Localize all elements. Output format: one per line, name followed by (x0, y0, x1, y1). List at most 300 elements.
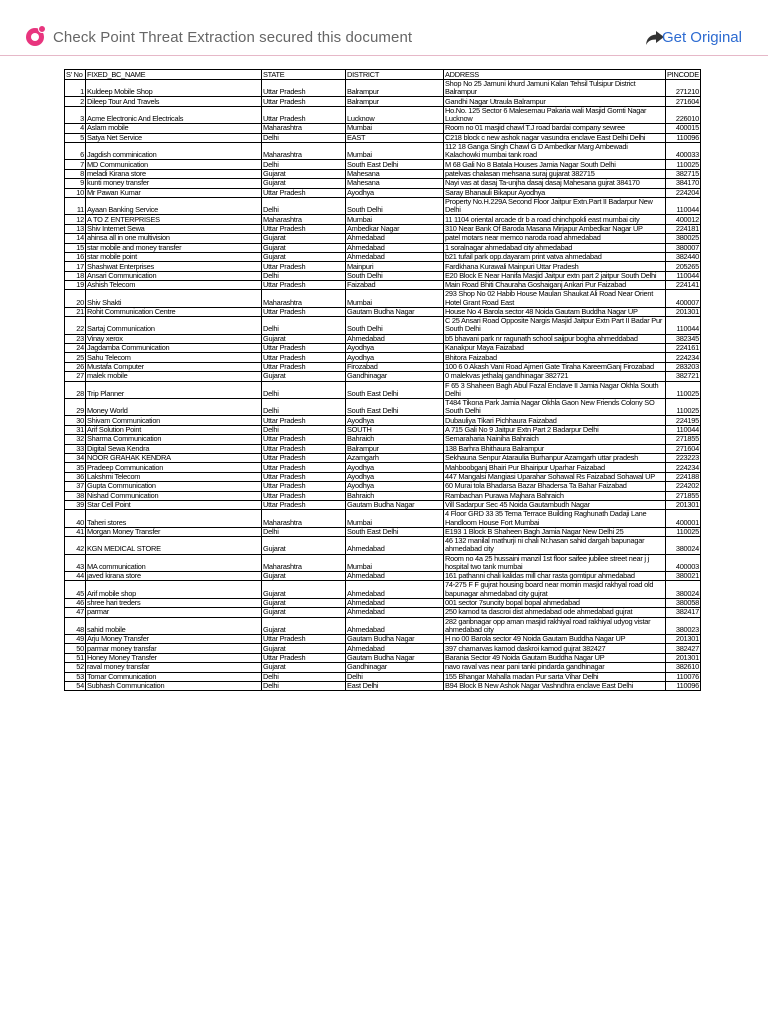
cell-name: Honey Money Transfer (86, 653, 262, 662)
cell-pincode: 380025 (666, 234, 701, 243)
cell-pincode: 400015 (666, 124, 701, 133)
cell-district: Bahraich (346, 435, 444, 444)
cell-district: Ayodhya (346, 344, 444, 353)
cell-address: patelvas chalasan mehsana suraj gujarat 382715 (444, 169, 666, 178)
cell-state: Gujarat (262, 179, 346, 188)
table-row (65, 435, 701, 444)
cell-address: C218 block c new ashok nagar vasundra enclave East Delhi Delhi (444, 133, 666, 142)
cell-address: Kanakpur Maya Faizabad (444, 344, 666, 353)
cell-name: MD Communication (86, 160, 262, 169)
cell-state: Maharashtra (262, 554, 346, 571)
cell-name: ahinsa all in one multivision (86, 234, 262, 243)
cell-pincode: 201301 (666, 500, 701, 509)
cell-state: Uttar Pradesh (262, 435, 346, 444)
table-row (65, 353, 701, 362)
cell-address: 1 soralnagar ahmedabad city ahmedabad (444, 243, 666, 252)
cell-pincode: 224234 (666, 353, 701, 362)
cell-district: Ahmedabad (346, 571, 444, 580)
cell-sno: 20 (65, 290, 86, 307)
cell-name: Mr Pawan Kumar (86, 188, 262, 197)
cell-district: Ambedkar Nagar (346, 224, 444, 233)
table-row (65, 491, 701, 500)
table-row (65, 224, 701, 233)
cell-address: 282 garibnagar opp aman masjid rakhiyal road rakhiyal udyog vistar ahmedabad city (444, 617, 666, 634)
cell-name: parmar (86, 608, 262, 617)
cell-pincode: 110044 (666, 317, 701, 334)
cell-address: 4 Floor GRD 33 35 Tema Terrace Building Raghunath Dadaji Lane Handloom House Fort Mumbai (444, 510, 666, 527)
table-body (65, 80, 701, 691)
cell-name: NOOR GRAHAK KENDRA (86, 454, 262, 463)
cell-address: Bhitora Faizabad (444, 353, 666, 362)
table-row (65, 500, 701, 509)
cell-district: Mahesana (346, 179, 444, 188)
cell-district: Ayodhya (346, 463, 444, 472)
cell-state: Uttar Pradesh (262, 463, 346, 472)
table-row (65, 644, 701, 653)
cell-name: Tomar Communication (86, 672, 262, 681)
cell-name: Kuldeep Mobile Shop (86, 80, 262, 97)
cell-sno: 25 (65, 353, 86, 362)
cell-sno: 49 (65, 634, 86, 643)
cell-sno: 13 (65, 224, 86, 233)
cell-address: 310 Near Bank Of Baroda Masana Mirjapur Ambedkar Nagar UP (444, 224, 666, 233)
get-original-link[interactable]: Get Original (661, 29, 742, 46)
cell-sno: 1 (65, 80, 86, 97)
cell-district: Firozabad (346, 362, 444, 371)
cell-pincode: 382427 (666, 644, 701, 653)
threat-extraction-banner (0, 0, 768, 56)
cell-district: Ahmedabad (346, 581, 444, 598)
table-row (65, 510, 701, 527)
cell-pincode: 380024 (666, 581, 701, 598)
cell-district: Gandhinagar (346, 372, 444, 381)
cell-state: Uttar Pradesh (262, 224, 346, 233)
cell-name: Shivam Communication (86, 416, 262, 425)
cell-district: Ahmedabad (346, 644, 444, 653)
cell-name: Mustafa Computer (86, 362, 262, 371)
cell-district: Mumbai (346, 142, 444, 159)
cell-pincode: 380058 (666, 598, 701, 607)
cell-name: Arif Solution Point (86, 425, 262, 434)
cell-sno: 44 (65, 571, 86, 580)
table-row (65, 598, 701, 607)
cell-district: Balrampur (346, 97, 444, 106)
cell-district: Ahmedabad (346, 252, 444, 261)
cell-sno: 19 (65, 281, 86, 290)
cell-district: Mainpuri (346, 262, 444, 271)
table-row (65, 160, 701, 169)
cell-state: Uttar Pradesh (262, 106, 346, 123)
table-header-row (65, 70, 701, 80)
cell-state: Delhi (262, 381, 346, 398)
cell-sno: 10 (65, 188, 86, 197)
cell-sno: 51 (65, 653, 86, 662)
cell-sno: 5 (65, 133, 86, 142)
cell-address: H no 00 Barola sector 49 Noida Gautam Buddha Nagar UP (444, 634, 666, 643)
cell-pincode: 224195 (666, 416, 701, 425)
cell-pincode: 110025 (666, 527, 701, 536)
cell-state: Maharashtra (262, 142, 346, 159)
cell-district: Gautam Budha Nagar (346, 653, 444, 662)
cell-state: Uttar Pradesh (262, 500, 346, 509)
cell-address: B94 Block B New Ashok Nagar Vashndhra enclave East Delhi (444, 681, 666, 690)
cell-pincode: 110025 (666, 399, 701, 416)
cell-address: b5 bhavani park nr ragunath school saijpur bogha ahmeddabad (444, 334, 666, 343)
cell-state: Uttar Pradesh (262, 362, 346, 371)
table-row (65, 179, 701, 188)
cell-state: Delhi (262, 399, 346, 416)
cell-sno: 50 (65, 644, 86, 653)
table-row (65, 399, 701, 416)
cell-state: Gujarat (262, 252, 346, 261)
cell-district: Balrampur (346, 80, 444, 97)
cell-pincode: 283203 (666, 362, 701, 371)
cell-name: Dileep Tour And Travels (86, 97, 262, 106)
table-row (65, 271, 701, 280)
cell-name: Money World (86, 399, 262, 416)
cell-name: shree hari treders (86, 598, 262, 607)
cell-sno: 31 (65, 425, 86, 434)
cell-pincode: 382721 (666, 372, 701, 381)
cell-pincode: 400001 (666, 510, 701, 527)
cell-state: Uttar Pradesh (262, 281, 346, 290)
table-row (65, 243, 701, 252)
table-row (65, 372, 701, 381)
cell-state: Gujarat (262, 617, 346, 634)
cell-address: C 25 Ansari Road Opposite Nargis Masjid Jaitpur Extn Part II Badar Pur South Delhi (444, 317, 666, 334)
cell-name: Sharma Communication (86, 435, 262, 444)
cell-name: Sartaj Communication (86, 317, 262, 334)
cell-state: Gujarat (262, 334, 346, 343)
cell-state: Uttar Pradesh (262, 416, 346, 425)
cell-district: Gandhinagar (346, 663, 444, 672)
cell-state: Gujarat (262, 243, 346, 252)
table-row (65, 307, 701, 316)
cell-address: F 65 3 Shaheen Bagh Abul Fazal Enclave II Jamia Nagar Okhla South Delhi (444, 381, 666, 398)
cell-district: East Delhi (346, 681, 444, 690)
spreadsheet (64, 69, 700, 691)
cell-pincode: 382345 (666, 334, 701, 343)
cell-district: Ahmedabad (346, 334, 444, 343)
cell-state: Uttar Pradesh (262, 634, 346, 643)
cell-pincode: 224234 (666, 463, 701, 472)
cell-district: South Delhi (346, 317, 444, 334)
cell-state: Uttar Pradesh (262, 482, 346, 491)
cell-state: Delhi (262, 425, 346, 434)
cell-pincode: 224161 (666, 344, 701, 353)
cell-sno: 3 (65, 106, 86, 123)
cell-address: M 68 Gali No 8 Batala Houses Jamia Nagar South Delhi (444, 160, 666, 169)
cell-address: E193 1 Block B Shaheen Bagh Jamia Nagar New Delhi 25 (444, 527, 666, 536)
cell-state: Gujarat (262, 537, 346, 554)
cell-state: Delhi (262, 672, 346, 681)
cell-address: Mahboobganj Bhairi Pur Bhairipur Uparhar Faizabad (444, 463, 666, 472)
table-row (65, 537, 701, 554)
cell-address: 250 kamod ta dascroi dist ahmedabad ode ahmedabad gujrat (444, 608, 666, 617)
cell-district: Mumbai (346, 215, 444, 224)
table-row (65, 252, 701, 261)
cell-name: Shiv Internet Sewa (86, 224, 262, 233)
cell-district: South Delhi (346, 271, 444, 280)
cell-name: Digital Sewa Kendra (86, 444, 262, 453)
table-row (65, 281, 701, 290)
cell-sno: 40 (65, 510, 86, 527)
cell-name: Shiv Shakti (86, 290, 262, 307)
cell-name: Pradeep Communication (86, 463, 262, 472)
cell-state: Uttar Pradesh (262, 344, 346, 353)
cell-address: Property No.H.229A Second Floor Jaitpur Extn.Part II Badarpur New Delhi (444, 197, 666, 214)
cell-pincode: 110044 (666, 197, 701, 214)
cell-sno: 37 (65, 482, 86, 491)
cell-state: Uttar Pradesh (262, 653, 346, 662)
cell-name: Trip Planner (86, 381, 262, 398)
cell-address: Gandhi Nagar Utraula Balrampur (444, 97, 666, 106)
cell-sno: 18 (65, 271, 86, 280)
cell-address: Room no 4a 25 hussaini manzil 1st floor saifee jubilee street near j j hospital two tank mumbai (444, 554, 666, 571)
table-row (65, 215, 701, 224)
cell-address: Barania Sector 49 Noida Gautam Buddha Nagar UP (444, 653, 666, 662)
cell-state: Uttar Pradesh (262, 491, 346, 500)
cell-name: Rohit Communication Centre (86, 307, 262, 316)
cell-pincode: 224188 (666, 472, 701, 481)
cell-name: meladi Kirana store (86, 169, 262, 178)
cell-name: Vinay xerox (86, 334, 262, 343)
cell-district: South East Delhi (346, 160, 444, 169)
table-row (65, 334, 701, 343)
cell-district: Ayodhya (346, 188, 444, 197)
banner-text: Check Point Threat Extraction secured this document (53, 29, 413, 46)
cell-pincode: 201301 (666, 653, 701, 662)
cell-pincode: 226010 (666, 106, 701, 123)
cell-name: Jagdish comminication (86, 142, 262, 159)
table-row (65, 608, 701, 617)
table-row (65, 317, 701, 334)
cell-sno: 15 (65, 243, 86, 252)
cell-address: Semaraharia Nainiha Bahraich (444, 435, 666, 444)
bc-table (64, 69, 701, 691)
cell-sno: 36 (65, 472, 86, 481)
table-row (65, 425, 701, 434)
cell-address: Ho.No. 125 Sector 6 Malesemau Pakaria wali Masjid Gomti Nagar Lucknow (444, 106, 666, 123)
cell-district: Mumbai (346, 290, 444, 307)
cell-sno: 33 (65, 444, 86, 453)
cell-district: Bahraich (346, 491, 444, 500)
cell-district: Mumbai (346, 124, 444, 133)
cell-state: Gujarat (262, 663, 346, 672)
table-row (65, 663, 701, 672)
cell-district: Mahesana (346, 169, 444, 178)
table-row (65, 653, 701, 662)
cell-district: Gautam Budha Nagar (346, 307, 444, 316)
cell-name: Arju Money Transfer (86, 634, 262, 643)
cell-name: Taheri stores (86, 510, 262, 527)
cell-pincode: 110076 (666, 672, 701, 681)
cell-pincode: 380024 (666, 537, 701, 554)
cell-state: Gujarat (262, 234, 346, 243)
cell-address: 397 chamarvas kamod daskroi kamod gujrat 382427 (444, 644, 666, 653)
cell-pincode: 224181 (666, 224, 701, 233)
cell-state: Gujarat (262, 608, 346, 617)
cell-address: Saray Bhanauli Bikapur Ayodhya (444, 188, 666, 197)
cell-district: Ahmedabad (346, 598, 444, 607)
cell-sno: 39 (65, 500, 86, 509)
cell-sno: 35 (65, 463, 86, 472)
table-row (65, 197, 701, 214)
cell-address: Main Road Bhiti Chauraha Goshaiganj Ankari Pur Faizabad (444, 281, 666, 290)
cell-district: EAST (346, 133, 444, 142)
cell-address: 155 Bhangar Mahalla madan Pur sarta Vihar Delhi (444, 672, 666, 681)
cell-pincode: 400033 (666, 142, 701, 159)
table-row (65, 142, 701, 159)
cell-state: Gujarat (262, 571, 346, 580)
header-name: FIXED_BC_NAME (86, 70, 262, 80)
cell-state: Uttar Pradesh (262, 307, 346, 316)
cell-state: Uttar Pradesh (262, 472, 346, 481)
cell-state: Delhi (262, 681, 346, 690)
cell-sno: 47 (65, 608, 86, 617)
cell-sno: 38 (65, 491, 86, 500)
cell-state: Delhi (262, 271, 346, 280)
cell-name: Acme Electronic And Electricals (86, 106, 262, 123)
cell-sno: 16 (65, 252, 86, 261)
cell-address: 138 Barhra Bhithaura Balrampur (444, 444, 666, 453)
cell-pincode: 380021 (666, 571, 701, 580)
cell-sno: 12 (65, 215, 86, 224)
cell-address: 46 132 manilal mathurji ni chali Nr.hasan sahid dargah bapunagar ahmedabad city (444, 537, 666, 554)
table-row (65, 290, 701, 307)
cell-address: 001 sector 7suncity bopal bopal ahmedabad (444, 598, 666, 607)
cell-sno: 30 (65, 416, 86, 425)
table-row (65, 681, 701, 690)
cell-name: Nishad Communication (86, 491, 262, 500)
cell-address: T484 Tikona Park Jamia Nagar Okhla Gaon New Friends Colony SO South Delhi (444, 399, 666, 416)
cell-address: 447 Mangalsi Mangiasi Uparahar Sohawal Rs Faizabad Sohawal UP (444, 472, 666, 481)
cell-state: Uttar Pradesh (262, 262, 346, 271)
checkpoint-logo-icon (26, 28, 44, 46)
cell-state: Maharashtra (262, 290, 346, 307)
cell-sno: 42 (65, 537, 86, 554)
cell-name: Jagdamba Communication (86, 344, 262, 353)
cell-sno: 46 (65, 598, 86, 607)
cell-address: A 715 Gali No 9 Jaitpur Extn Part 2 Badarpur Delhi (444, 425, 666, 434)
cell-pincode: 110025 (666, 160, 701, 169)
cell-district: Gautam Budha Nagar (346, 634, 444, 643)
cell-name: kunti money transfer (86, 179, 262, 188)
cell-name: Aslam mobile (86, 124, 262, 133)
cell-name: Arif mobile shop (86, 581, 262, 598)
cell-pincode: 224204 (666, 188, 701, 197)
cell-district: South East Delhi (346, 399, 444, 416)
cell-address: b21 tufail park opp.dayaram print vatva ahmedabad (444, 252, 666, 261)
cell-district: South East Delhi (346, 527, 444, 536)
cell-sno: 34 (65, 454, 86, 463)
cell-sno: 45 (65, 581, 86, 598)
cell-sno: 43 (65, 554, 86, 571)
cell-pincode: 400012 (666, 215, 701, 224)
cell-district: Mumbai (346, 554, 444, 571)
cell-pincode: 201301 (666, 307, 701, 316)
cell-sno: 27 (65, 372, 86, 381)
cell-name: Morgan Money Transfer (86, 527, 262, 536)
cell-pincode: 271210 (666, 80, 701, 97)
cell-state: Uttar Pradesh (262, 353, 346, 362)
cell-sno: 28 (65, 381, 86, 398)
cell-state: Delhi (262, 133, 346, 142)
cell-state: Uttar Pradesh (262, 80, 346, 97)
cell-district: Ayodhya (346, 472, 444, 481)
table-row (65, 527, 701, 536)
cell-address: patel motars near memco naroda road ahmedabad (444, 234, 666, 243)
cell-name: Star Cell Point (86, 500, 262, 509)
cell-pincode: 382440 (666, 252, 701, 261)
cell-address: 74-275 F F gujrat housing board near momin masjid rakhyal road old bapunagar ahmedabad city gujrat (444, 581, 666, 598)
table-row (65, 672, 701, 681)
cell-state: Maharashtra (262, 215, 346, 224)
cell-address: 60 Murai tola Bhadarsa Bazar Bhadersa Ta Bahar Faizabad (444, 482, 666, 491)
cell-address: navo raval vas near pani tanki pindarda gandhinagar (444, 663, 666, 672)
cell-pincode: 271855 (666, 491, 701, 500)
cell-sno: 4 (65, 124, 86, 133)
cell-district: South East Delhi (346, 381, 444, 398)
table-row (65, 482, 701, 491)
cell-pincode: 201301 (666, 634, 701, 643)
header-sno: S' No (65, 70, 86, 80)
cell-pincode: 271604 (666, 97, 701, 106)
cell-pincode: 380023 (666, 617, 701, 634)
cell-state: Maharashtra (262, 510, 346, 527)
cell-address: 11 1104 oriental arcade dr b a road chinchpokli east mumbai city (444, 215, 666, 224)
cell-sno: 2 (65, 97, 86, 106)
cell-address: Shop No 25 Jamuni khurd Jamuni Kalan Tehsil Tulsipur District Balrampur (444, 80, 666, 97)
cell-state: Gujarat (262, 598, 346, 607)
cell-name: star mobile and money transfer (86, 243, 262, 252)
cell-pincode: 110044 (666, 425, 701, 434)
cell-sno: 17 (65, 262, 86, 271)
cell-sno: 9 (65, 179, 86, 188)
cell-name: MA communication (86, 554, 262, 571)
cell-sno: 24 (65, 344, 86, 353)
cell-pincode: 205265 (666, 262, 701, 271)
table-row (65, 106, 701, 123)
cell-district: Ahmedabad (346, 243, 444, 252)
table-row (65, 188, 701, 197)
table-row (65, 344, 701, 353)
cell-sno: 48 (65, 617, 86, 634)
cell-pincode: 400007 (666, 290, 701, 307)
cell-pincode: 271604 (666, 444, 701, 453)
table-row (65, 97, 701, 106)
cell-name: Ansari Communication (86, 271, 262, 280)
cell-pincode: 380007 (666, 243, 701, 252)
cell-state: Gujarat (262, 372, 346, 381)
cell-name: Lakshmi Telecom (86, 472, 262, 481)
cell-state: Delhi (262, 160, 346, 169)
cell-sno: 32 (65, 435, 86, 444)
cell-pincode: 400003 (666, 554, 701, 571)
table-row (65, 262, 701, 271)
table-row (65, 634, 701, 643)
table-row (65, 133, 701, 142)
header-pincode: PINCODE (667, 69, 699, 79)
cell-sno: 26 (65, 362, 86, 371)
cell-district: South Delhi (346, 197, 444, 214)
cell-state: Gujarat (262, 644, 346, 653)
cell-name: star mobile point (86, 252, 262, 261)
cell-sno: 23 (65, 334, 86, 343)
cell-state: Gujarat (262, 169, 346, 178)
cell-state: Delhi (262, 317, 346, 334)
cell-district: Ahmedabad (346, 608, 444, 617)
